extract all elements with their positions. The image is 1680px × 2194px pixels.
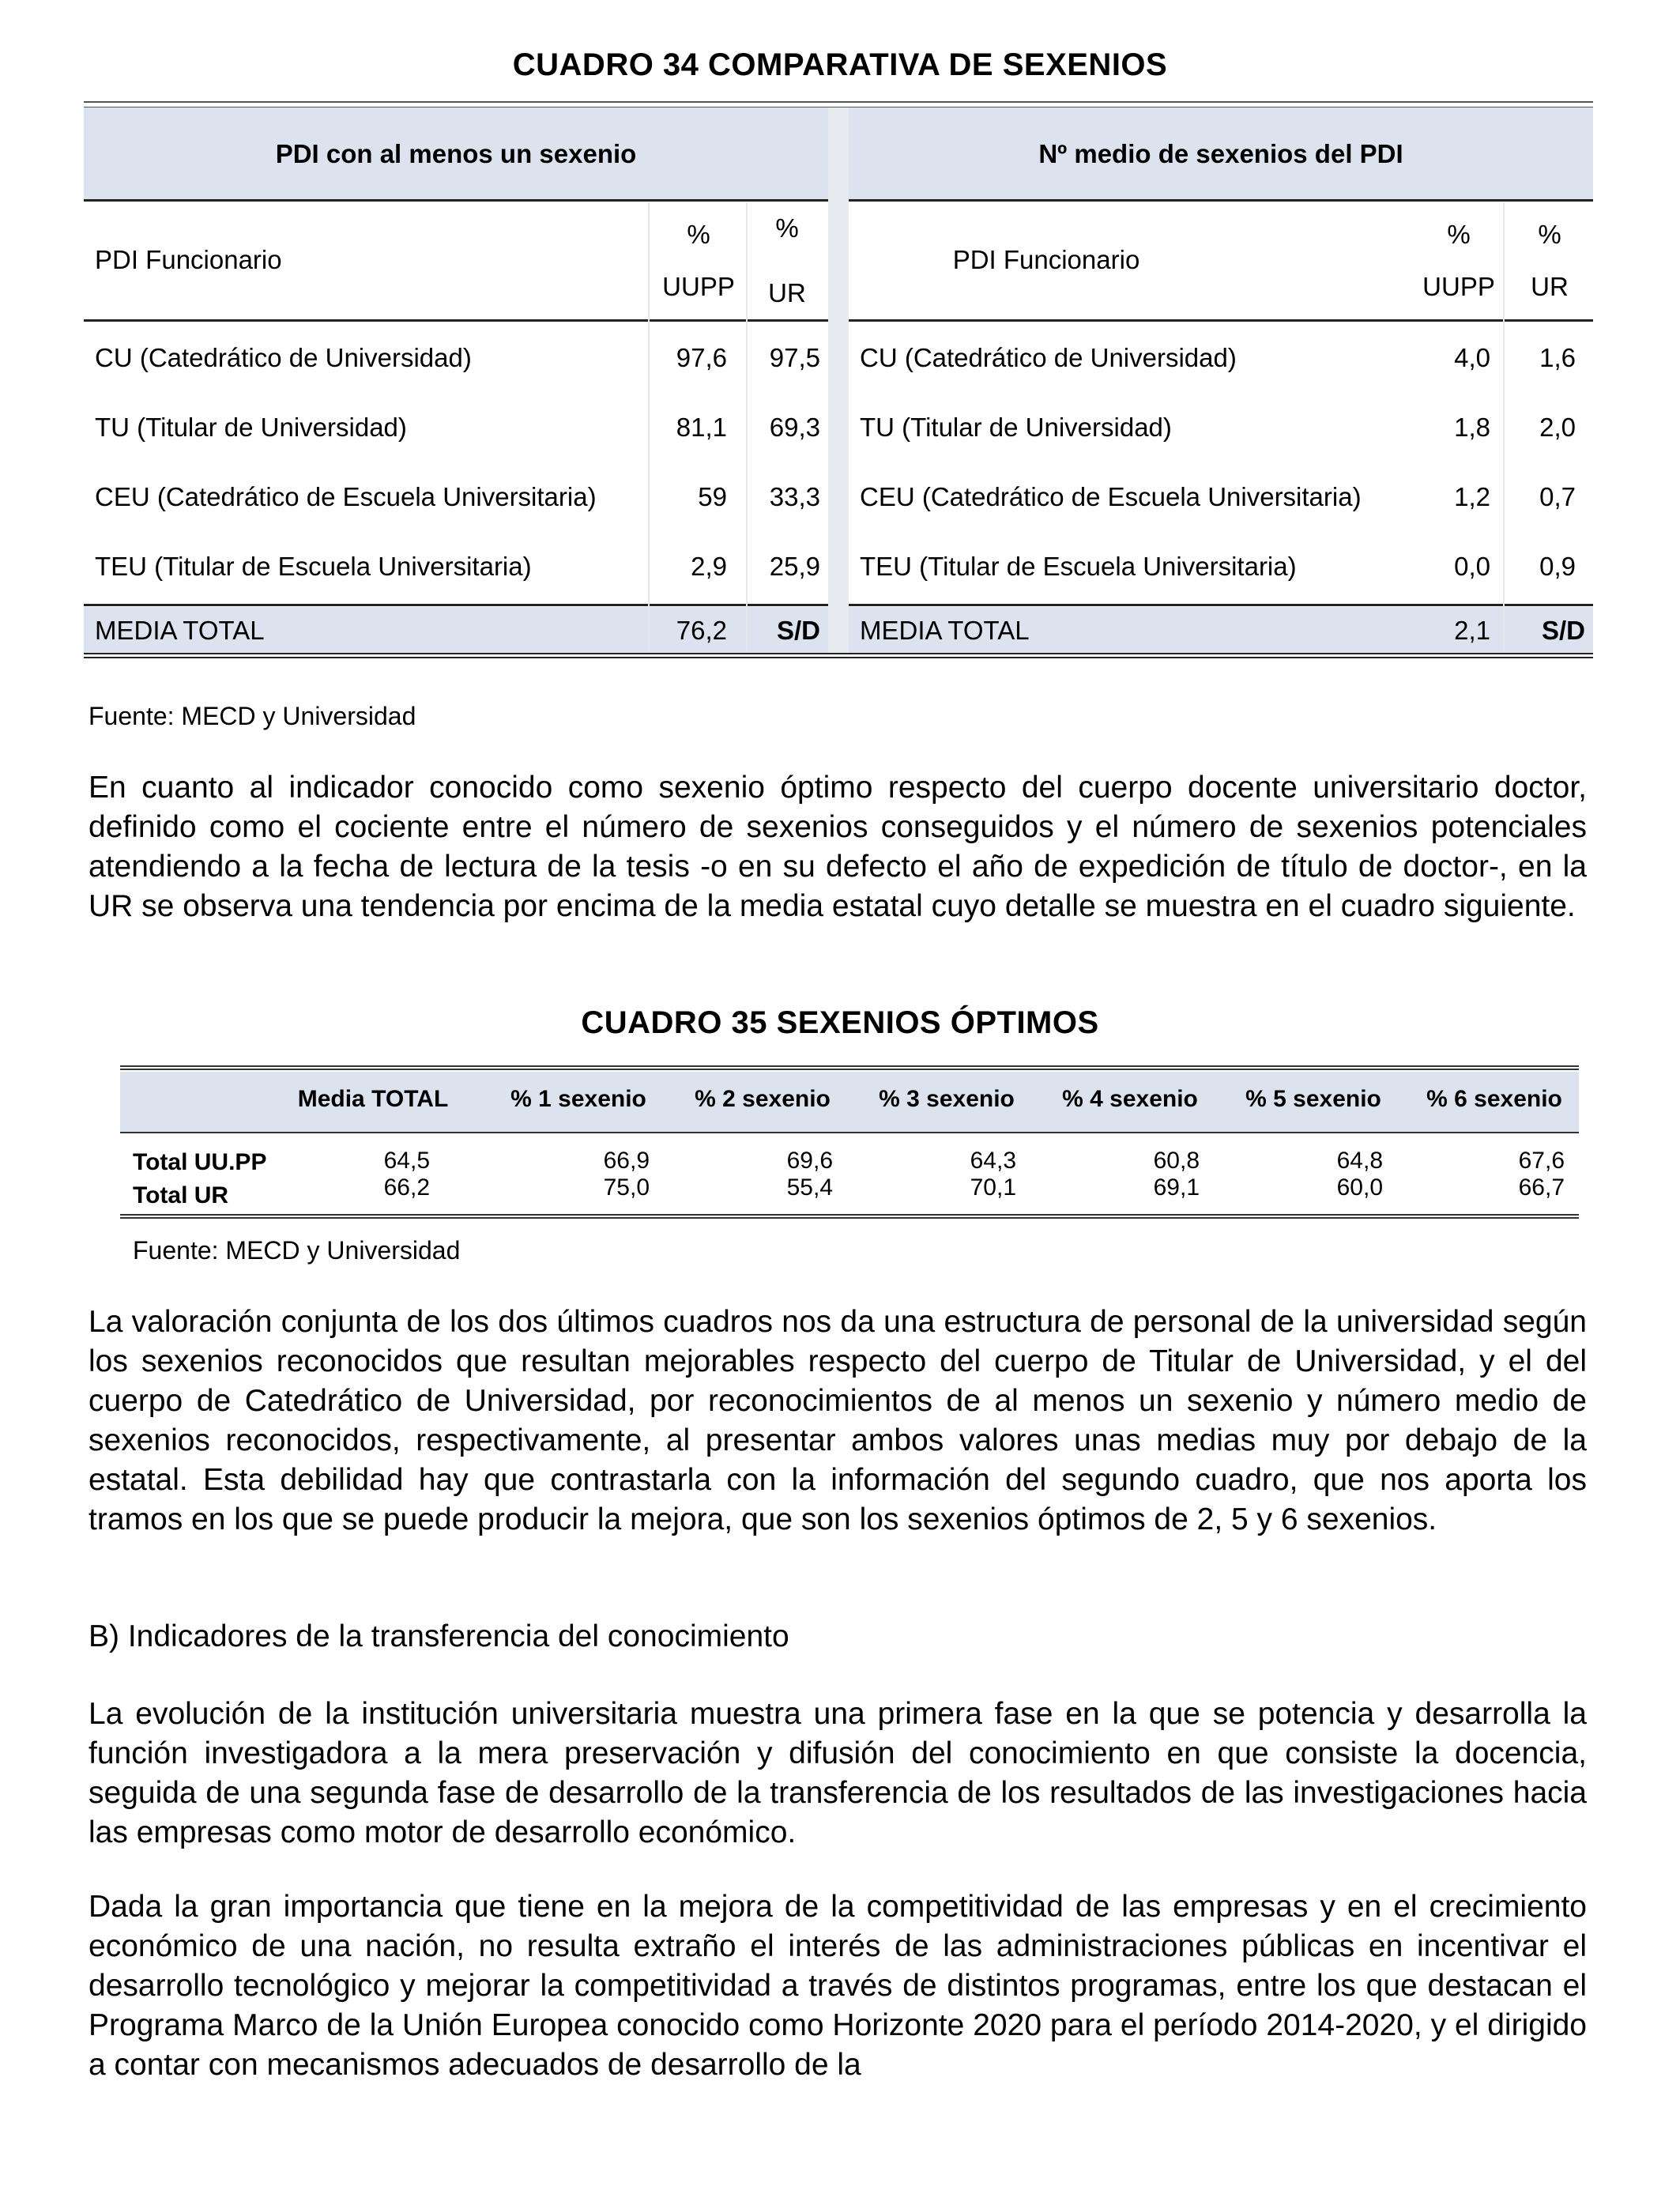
table34-col-divider — [746, 202, 748, 651]
right-col-label: PDI Funcionario — [952, 245, 1140, 274]
right-row-uupp: 1,2 — [1454, 482, 1490, 511]
table35-row-label: Total UR — [133, 1182, 229, 1208]
table35-rule — [120, 1069, 1579, 1070]
table34-left-group-header: PDI con al menos un sexenio — [275, 139, 637, 168]
left-col-ur-pct: % — [775, 213, 799, 243]
right-row-uupp: 4,0 — [1454, 343, 1490, 372]
table34-title: CUADRO 34 COMPARATIVA DE SEXENIOS — [512, 47, 1168, 82]
table35-cell: 66,7 — [1518, 1174, 1565, 1201]
table34-source: Fuente: MECD y Universidad — [89, 702, 416, 730]
left-row-ur: 97,5 — [769, 343, 820, 372]
table34-rule — [84, 604, 828, 606]
table35-header: % 4 sexenio — [1062, 1086, 1198, 1112]
table35-header: % 6 sexenio — [1426, 1086, 1562, 1112]
right-row-ur: 0,9 — [1539, 552, 1576, 581]
table35-header: % 2 sexenio — [695, 1086, 831, 1112]
right-total-uupp: 2,1 — [1454, 616, 1490, 645]
table35-cell: 60,0 — [1336, 1174, 1383, 1201]
table35-cell: 64,8 — [1336, 1148, 1383, 1174]
table35-cell: 75,0 — [603, 1174, 650, 1201]
right-col-uupp-pct: % — [1447, 220, 1471, 249]
left-col-ur: UR — [768, 278, 806, 307]
table35-header: % 1 sexenio — [510, 1086, 646, 1112]
right-row-uupp: 0,0 — [1454, 552, 1490, 581]
left-row-label: CU (Catedrático de Universidad) — [95, 343, 472, 372]
table34-col-divider — [1503, 202, 1505, 651]
left-total-ur: S/D — [776, 616, 820, 645]
left-row-label: CEU (Catedrático de Escuela Universitaria) — [95, 482, 597, 511]
table34-rule — [84, 199, 828, 202]
table35-cell: 66,9 — [603, 1148, 650, 1174]
table34-rule — [849, 319, 1593, 322]
left-row-label: TEU (Titular de Escuela Universitaria) — [95, 552, 532, 581]
paragraph-1: En cuanto al indicador conocido como sexenio óptimo respecto del cuerpo docente universitario doctor, definido como el cociente entre el número de sexenios conseguidos y el número de sexenios potenciales atendiendo a la fecha de lectura de la tesis -o en su defecto el año de expedición de título de doctor-, en la UR se observa una tendencia por encima de la media estatal cuyo detalle se muestra en el cuadro siguiente. — [89, 771, 1587, 923]
right-col-ur-pct: % — [1538, 220, 1561, 249]
table34-bottom-rule — [84, 657, 1593, 658]
left-total-uupp: 76,2 — [676, 616, 727, 645]
left-col-uupp: UUPP — [662, 272, 735, 301]
right-row-ur: 2,0 — [1539, 413, 1576, 442]
table35-rule — [120, 1132, 1579, 1133]
table34-bottom-rule — [84, 653, 1593, 654]
table35-header: Media TOTAL — [297, 1086, 449, 1112]
table35-rule — [120, 1217, 1579, 1219]
right-col-uupp: UUPP — [1422, 272, 1495, 301]
left-col-uupp-pct: % — [687, 220, 710, 249]
table35-rule — [120, 1214, 1579, 1216]
table34-rule — [84, 319, 828, 322]
section-heading: B) Indicadores de la transferencia del conocimiento — [89, 1619, 789, 1653]
left-row-uupp: 2,9 — [691, 552, 727, 581]
right-row-ur: 1,6 — [1539, 343, 1576, 372]
right-col-ur: UR — [1531, 272, 1569, 301]
paragraph-3: La evolución de la institución universitaria muestra una primera fase en la que se potencia y desarrolla la función investigadora a la mera preservación y difusión del conocimiento en que consiste la docencia, seguida de una segunda fase de desarrollo de la transferencia de los resultados de las investigaciones hacia las empresas como motor de desarrollo económico. — [89, 1697, 1587, 1849]
left-row-ur: 33,3 — [769, 482, 820, 511]
right-total-label: MEDIA TOTAL — [860, 616, 1030, 645]
right-row-uupp: 1,8 — [1454, 413, 1490, 442]
table35-cell: 67,6 — [1518, 1148, 1565, 1174]
left-col-label: PDI Funcionario — [95, 245, 282, 274]
table35-cell: 60,8 — [1153, 1148, 1200, 1174]
table35-cell: 55,4 — [786, 1174, 833, 1201]
right-row-label: TEU (Titular de Escuela Universitaria) — [860, 552, 1297, 581]
table34-right-group-header: Nº medio de sexenios del PDI — [1038, 139, 1403, 168]
table34-col-divider — [648, 202, 650, 651]
table34-rule — [849, 604, 1593, 606]
right-row-label: CEU (Catedrático de Escuela Universitaria) — [860, 482, 1362, 511]
table35-cell: 66,2 — [383, 1174, 430, 1201]
right-row-ur: 0,7 — [1539, 482, 1576, 511]
table34-separator — [828, 107, 849, 653]
left-row-label: TU (Titular de Universidad) — [95, 413, 407, 442]
right-row-label: CU (Catedrático de Universidad) — [860, 343, 1237, 372]
right-total-ur: S/D — [1541, 616, 1585, 645]
table35-source: Fuente: MECD y Universidad — [133, 1236, 461, 1265]
left-row-uupp: 59 — [698, 482, 727, 511]
table35-cell: 69,1 — [1153, 1174, 1200, 1201]
table35-row-label: Total UU.PP — [133, 1149, 267, 1175]
table35-header: % 3 sexenio — [879, 1086, 1015, 1112]
table34-rule — [849, 199, 1593, 202]
left-row-ur: 25,9 — [769, 552, 820, 581]
left-row-ur: 69,3 — [769, 413, 820, 442]
table35-cell: 64,5 — [383, 1148, 430, 1174]
left-row-uupp: 81,1 — [676, 413, 727, 442]
table35-header: % 5 sexenio — [1245, 1086, 1381, 1112]
table35-rule — [120, 1065, 1579, 1067]
table35-title: CUADRO 35 SEXENIOS ÓPTIMOS — [581, 1005, 1099, 1040]
table35-cell: 70,1 — [970, 1174, 1016, 1201]
table35-cell: 64,3 — [970, 1148, 1016, 1174]
right-row-label: TU (Titular de Universidad) — [860, 413, 1172, 442]
paragraph-2: La valoración conjunta de los dos últimos cuadros nos da una estructura de personal de la universidad según los sexenios reconocidos que resultan mejorables respecto del cuerpo de Titular de Universidad, y el del cuerpo de Catedrático de Universidad, por reconocimientos de al menos un sexenio y número medio de sexenios reconocidos, respectivamente, al presentar ambos valores unas medias muy por debajo de la estatal. Esta debilidad hay que contrastarla con la información del segundo cuadro, que nos aporta los tramos en los que se puede producir la mejora, que son los sexenios óptimos de 2, 5 y 6 sexenios. — [89, 1305, 1587, 1536]
table35-cell: 69,6 — [786, 1148, 833, 1174]
paragraph-4: Dada la gran importancia que tiene en la mejora de la competitividad de las empresas y en el crecimiento económico de una nación, no resulta extraño el interés de las administraciones públicas en incentivar el desarrollo tecnológico y mejorar la competitividad a través de distintos programas, entre los que destacan el Programa Marco de la Unión Europea conocido como Horizonte 2020 para el período 2014-2020, y el dirigido a contar con mecanismos adecuados de desarrollo de la — [89, 1890, 1587, 2082]
left-row-uupp: 97,6 — [676, 343, 727, 372]
left-total-label: MEDIA TOTAL — [95, 616, 265, 645]
